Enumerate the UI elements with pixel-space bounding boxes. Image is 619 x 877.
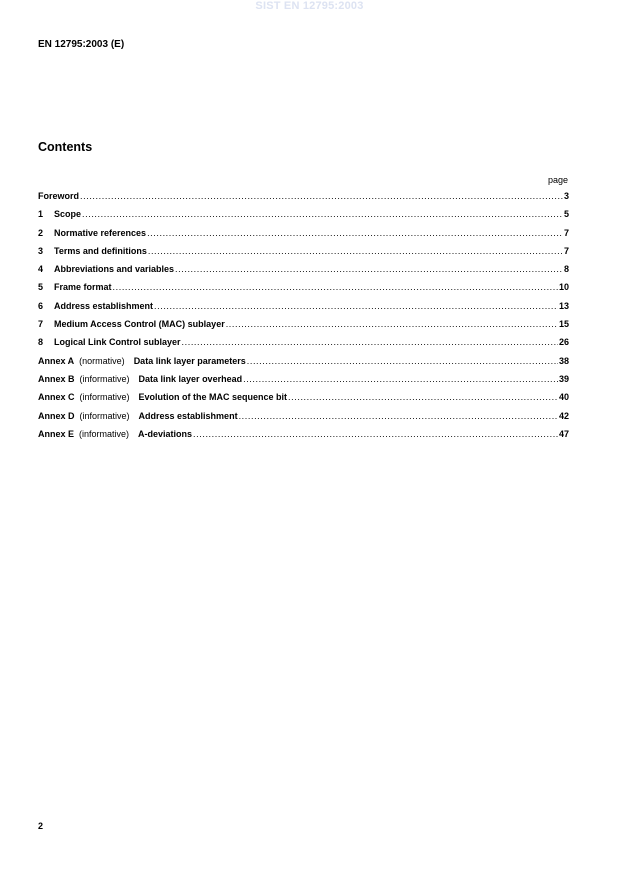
toc-entry-number: 2 bbox=[38, 227, 44, 238]
toc-entry-llc-sublayer[interactable] bbox=[38, 337, 569, 355]
toc-entry-annex-d[interactable] bbox=[38, 411, 569, 429]
toc-leader-dots bbox=[182, 337, 558, 347]
annex-status: (informative) bbox=[79, 410, 130, 421]
annex-status: (informative) bbox=[79, 392, 130, 403]
toc-leader-dots bbox=[82, 209, 563, 219]
toc-entry-page: 38 bbox=[558, 355, 569, 366]
toc-entry-number: 3 bbox=[38, 245, 44, 256]
toc-leader-dots bbox=[239, 411, 558, 421]
contents-heading: Contents bbox=[38, 140, 93, 154]
page-number: 2 bbox=[38, 821, 44, 831]
toc-entry-title: Data link layer overhead bbox=[138, 373, 243, 384]
toc-entry-number: 5 bbox=[38, 282, 44, 293]
toc-entry-title: Data link layer parameters bbox=[133, 355, 246, 366]
toc-leader-dots bbox=[175, 264, 563, 274]
toc-entry-title: Address establishment bbox=[54, 300, 154, 311]
toc-entry-mac-sublayer[interactable] bbox=[38, 319, 569, 337]
toc-entry-page: 8 bbox=[563, 264, 569, 275]
toc-entry-foreword[interactable] bbox=[38, 191, 569, 209]
toc-entry-abbreviations[interactable] bbox=[38, 264, 569, 282]
annex-status: (informative) bbox=[79, 373, 130, 384]
toc-entry-page: 42 bbox=[558, 410, 569, 421]
watermark: SIST EN 12795:2003 bbox=[255, 0, 364, 12]
toc-entry-annex-a[interactable] bbox=[38, 356, 569, 374]
toc-leader-dots bbox=[148, 246, 563, 256]
toc-entry-title: Scope bbox=[54, 209, 82, 220]
toc-entry-title: Medium Access Control (MAC) sublayer bbox=[54, 319, 225, 330]
toc-entry-title: Address establishment bbox=[138, 410, 238, 421]
table-of-contents bbox=[38, 191, 569, 447]
toc-entry-page: 47 bbox=[558, 428, 569, 439]
toc-leader-dots bbox=[147, 228, 563, 238]
toc-entry-number: 7 bbox=[38, 319, 44, 330]
toc-entry-scope[interactable] bbox=[38, 209, 569, 227]
toc-entry-number: 6 bbox=[38, 300, 44, 311]
annex-status: (normative) bbox=[79, 355, 125, 366]
toc-entry-title: Abbreviations and variables bbox=[54, 264, 175, 275]
toc-leader-dots bbox=[113, 282, 558, 292]
toc-entry-title: Evolution of the MAC sequence bit bbox=[138, 392, 288, 403]
annex-label: Annex B bbox=[38, 373, 75, 384]
toc-entry-number: 8 bbox=[38, 337, 44, 348]
document-id: EN 12795:2003 (E) bbox=[38, 39, 125, 50]
toc-entry-annex-e[interactable] bbox=[38, 429, 569, 447]
toc-entry-page: 7 bbox=[563, 245, 569, 256]
annex-status: (informative) bbox=[79, 428, 130, 439]
toc-entry-page: 10 bbox=[558, 282, 569, 293]
toc-entry-page: 5 bbox=[563, 209, 569, 220]
toc-entry-number: 4 bbox=[38, 264, 44, 275]
toc-entry-address-establishment[interactable] bbox=[38, 301, 569, 319]
toc-entry-page: 39 bbox=[558, 373, 569, 384]
toc-entry-page: 7 bbox=[563, 227, 569, 238]
toc-entry-title: Foreword bbox=[38, 191, 80, 201]
toc-entry-title: Frame format bbox=[54, 282, 112, 293]
toc-entry-page: 3 bbox=[563, 191, 569, 201]
toc-leader-dots bbox=[80, 191, 563, 201]
toc-entry-annex-b[interactable] bbox=[38, 374, 569, 392]
annex-label: Annex D bbox=[38, 410, 75, 421]
toc-entry-title: Logical Link Control sublayer bbox=[54, 337, 181, 348]
toc-entry-page: 26 bbox=[558, 337, 569, 348]
toc-entry-title: Terms and definitions bbox=[54, 245, 147, 256]
annex-label: Annex C bbox=[38, 392, 75, 403]
toc-entry-normative-references[interactable] bbox=[38, 228, 569, 246]
toc-entry-page: 13 bbox=[558, 300, 569, 311]
toc-entry-page: 40 bbox=[558, 392, 569, 403]
toc-entry-title: Normative references bbox=[54, 227, 147, 238]
toc-leader-dots bbox=[193, 429, 558, 439]
annex-label: Annex E bbox=[38, 428, 75, 439]
toc-leader-dots bbox=[247, 356, 558, 366]
toc-entry-title: A-deviations bbox=[138, 428, 193, 439]
toc-leader-dots bbox=[226, 319, 558, 329]
toc-leader-dots bbox=[154, 301, 558, 311]
toc-leader-dots bbox=[288, 392, 558, 402]
toc-leader-dots bbox=[243, 374, 558, 384]
toc-entry-terms-and-definitions[interactable] bbox=[38, 246, 569, 264]
toc-entry-number: 1 bbox=[38, 209, 44, 220]
page-column-label: page bbox=[547, 175, 568, 185]
toc-entry-annex-c[interactable] bbox=[38, 392, 569, 410]
annex-label: Annex A bbox=[38, 355, 75, 366]
toc-entry-frame-format[interactable] bbox=[38, 282, 569, 300]
toc-entry-page: 15 bbox=[558, 319, 569, 330]
